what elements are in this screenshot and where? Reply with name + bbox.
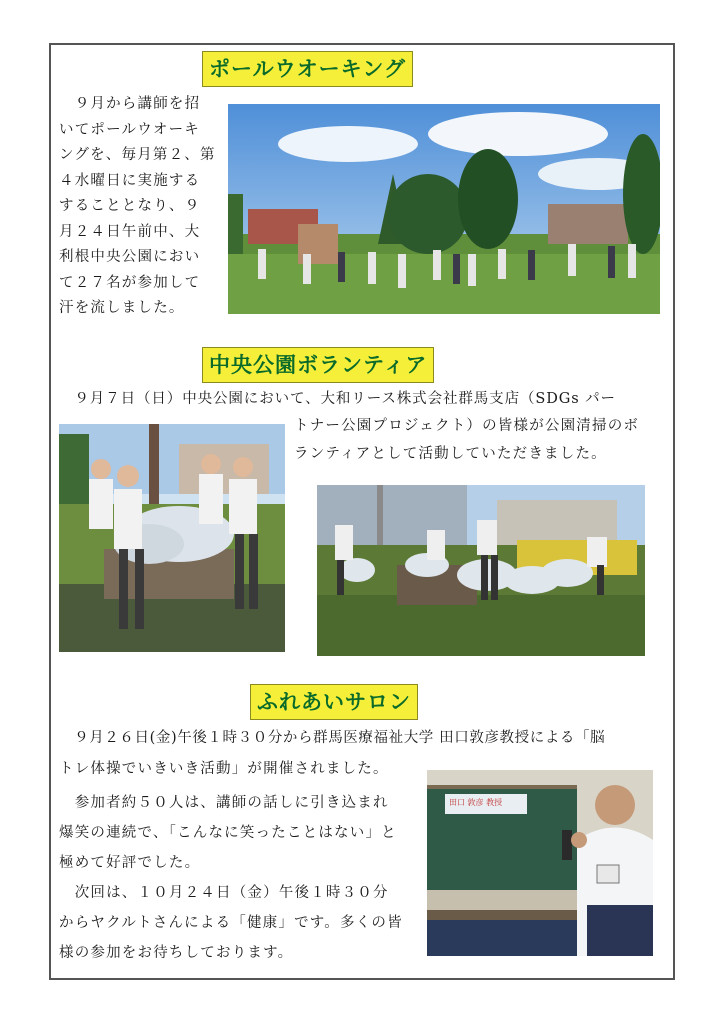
volunteer-line-1: ９月７日（日）中央公園において、大和リース株式会社群馬支店（SDGs パー [59, 391, 616, 407]
heading-fureai-salon: ふれあいサロン [250, 684, 418, 720]
text-line: 利根中央公園におい [59, 249, 201, 265]
text-line: ９月から講師を招 [59, 96, 201, 112]
text-line: 極めて好評でした。 [59, 855, 201, 871]
text-line: ４水曜日に実施する [59, 172, 201, 189]
salon-lecturer-photo [427, 770, 653, 956]
text-line: 次回は、１０月２４日（金）午後１時３０分 [59, 885, 389, 901]
pole-walking-photo [228, 104, 660, 314]
pole-walking-text [59, 92, 229, 322]
text-line: 汗を流しました。 [59, 300, 185, 316]
text-line: いてポールウオーキ [59, 121, 201, 138]
salon-line-1: ９月２６日(金)午後１時３０分から群馬医療福祉大学 田口敦彦教授による「脳 [59, 730, 606, 746]
text-line: ングを、毎月第２、第 [59, 147, 216, 163]
volunteer-line-2: トナー公園プロジェクト）の皆様が公園清掃のボ [294, 418, 640, 434]
volunteer-photo-group [59, 424, 285, 652]
text-line: 参加者約５０人は、講師の話しに引き込まれ [59, 795, 389, 811]
text-line: 様の参加をお待ちしております。 [59, 945, 294, 961]
text-line: 月２４日午前中、大 [59, 223, 201, 240]
text-line: 爆笑の連続で、「こんなに笑ったことはない」と [59, 825, 397, 841]
text-line: からヤクルトさんによる「健康」です。多くの皆 [59, 915, 403, 931]
salon-line-2: トレ体操でいきいき活動」が開催されました。 [59, 761, 389, 777]
salon-body [59, 788, 419, 968]
volunteer-photo-cleanup [317, 485, 645, 656]
heading-park-volunteer: 中央公園ボランティア [202, 347, 434, 383]
board-sign-text: 田口 敦彦 教授 [449, 798, 503, 807]
text-line: することとなり、９ [59, 198, 201, 214]
volunteer-line-3: ランティアとして活動していただきました。 [294, 446, 607, 462]
text-line: て２７名が参加して [59, 274, 201, 291]
heading-pole-walking: ポールウオーキング [202, 51, 413, 87]
